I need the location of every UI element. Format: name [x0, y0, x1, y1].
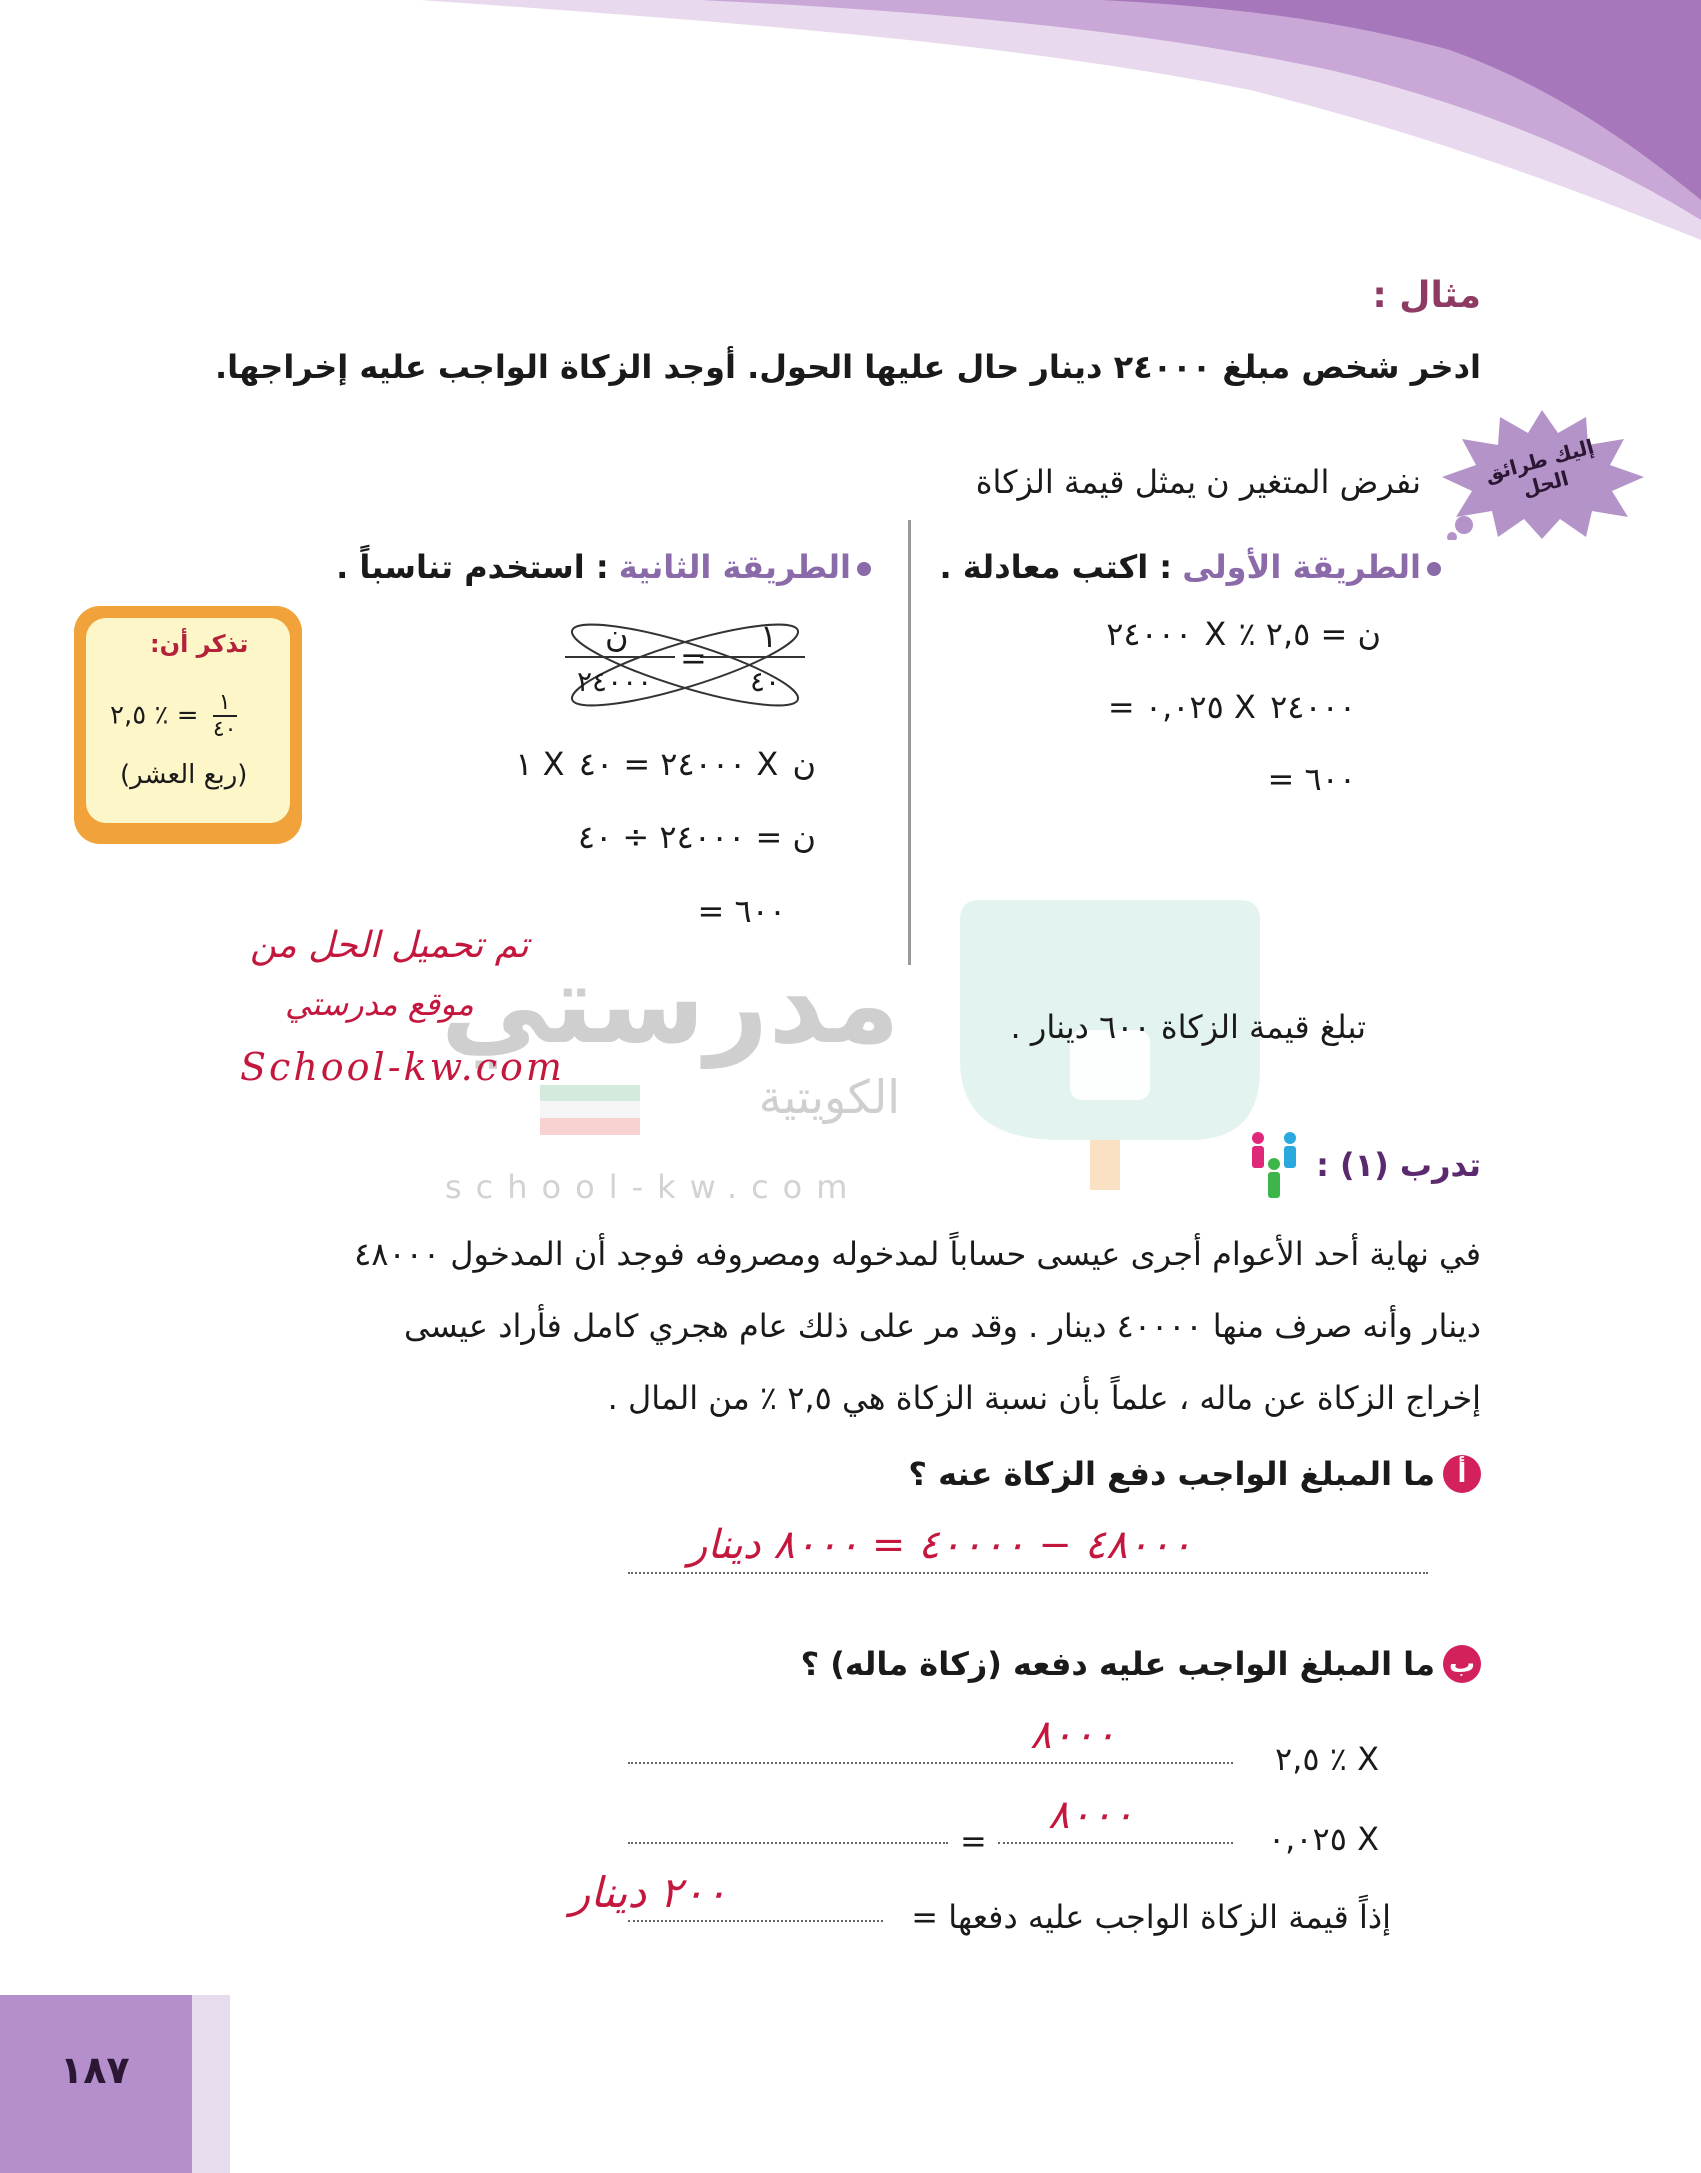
watermark-word2: الكويتية [758, 1070, 900, 1124]
watermark-url: school-kw.com [445, 1168, 862, 1206]
handwriting-line1: تم تحميل الحل من [250, 925, 529, 966]
question-a [908, 1455, 1481, 1493]
b-line1-answer: ٨٠٠٠ [1030, 1712, 1116, 1758]
result-text: تبلغ قيمة الزكاة ٦٠٠ دينار . [1010, 1008, 1366, 1046]
method2-step1: ١ X ٢٤٠٠٠ = ٤٠ X ن [515, 745, 816, 783]
example-heading: مثال : [1372, 275, 1481, 316]
question-a-text: ما المبلغ الواجب دفع الزكاة عنه ؟ [908, 1455, 1435, 1493]
method2-header [271, 545, 871, 590]
method1-title: الطريقة الأولى [1182, 548, 1421, 586]
method1-step2: = ٠,٠٢٥ X ٢٤٠٠٠ [1107, 688, 1356, 726]
method2-step3: = ٦٠٠ [697, 892, 786, 930]
answer-a-handwriting: ٤٨٠٠٠ − ٤٠٠٠٠ = ٨٠٠٠ دينار [688, 1522, 1192, 1568]
b-line2-answer: ٨٠٠٠ [1048, 1792, 1134, 1838]
method2-instruction: : استخدم تناسباً . [336, 548, 609, 586]
proportion-diagram [555, 605, 815, 725]
b-line2-eq: = [960, 1822, 989, 1860]
b-line1-prefix: ٢,٥ ٪ X [1275, 1740, 1381, 1778]
method2-step2: ن = ٢٤٠٠٠ ÷ ٤٠ [577, 818, 816, 856]
frac-left-num: ١ [760, 617, 778, 655]
frac-right-num: ن [605, 617, 629, 655]
b-line3-answer: ٢٠٠ دينار [570, 1868, 728, 1917]
exercise-line2: دينار وأنه صرف منها ٤٠٠٠٠ دينار . وقد مر على ذلك عام هجري كامل فأراد عيسى [404, 1307, 1481, 1345]
remember-fraction [213, 690, 237, 742]
frac-right-den: ٢٤٠٠٠ [577, 665, 653, 698]
method1-instruction: : اكتب معادلة . [939, 548, 1173, 586]
handwriting-line2: موقع مدرستي [285, 985, 474, 1023]
people-icon [1244, 1130, 1304, 1200]
remember-frac-den: ٤٠ [212, 717, 237, 742]
question-b [801, 1645, 1481, 1683]
b-line2-dots-left [628, 1842, 948, 1844]
method1-step1: ن = ٢,٥ ٪ X ٢٤٠٠٠ [1106, 615, 1381, 653]
method2-title: الطريقة الثانية [618, 548, 851, 586]
remember-lhs: ٢,٥ ٪ = [110, 700, 199, 731]
question-a-badge: أ [1443, 1455, 1481, 1493]
b-line3-prefix: إذاً قيمة الزكاة الواجب عليه دفعها = [911, 1898, 1391, 1936]
remember-equation [110, 690, 237, 742]
remember-note: (ربع العشر) [120, 760, 248, 790]
method1-header [841, 545, 1441, 590]
frac-equals: = [680, 639, 709, 677]
b-line2-prefix: ٠,٠٢٥ X [1267, 1820, 1381, 1858]
b-line1-dots [628, 1762, 1233, 1764]
frac-left-den: ٤٠ [750, 665, 781, 698]
watermark-word1: مدرستي [440, 940, 900, 1068]
question-b-badge: ب [1443, 1645, 1481, 1683]
remember-frac-num: ١ [213, 690, 237, 717]
answer-a-line [628, 1572, 1428, 1574]
page-number: ١٨٧ [60, 2048, 130, 2092]
exercise-line1: في نهاية أحد الأعوام أجرى عيسى حساباً لمدخوله ومصروفه فوجد أن المدخول ٤٨٠٠٠ [354, 1235, 1481, 1273]
bullet-icon [1427, 562, 1441, 576]
example-statement: ادخر شخص مبلغ ٢٤٠٠٠ دينار حال عليها الحول. أوجد الزكاة الواجب عليه إخراجها. [214, 348, 1481, 386]
remember-title: تذكر أن: [150, 630, 249, 658]
assume-text: نفرض المتغير ن يمثل قيمة الزكاة [975, 463, 1421, 501]
column-divider [908, 520, 911, 965]
question-b-text: ما المبلغ الواجب عليه دفعه (زكاة ماله) ؟ [800, 1645, 1435, 1683]
flag-icon [540, 1085, 640, 1135]
exercise-line3: إخراج الزكاة عن ماله ، علماً بأن نسبة الزكاة هي ٢,٥ ٪ من المال . [607, 1379, 1481, 1417]
b-line2-dots-right [998, 1842, 1233, 1844]
starburst-label: إليك طرائق الحل [1482, 434, 1597, 502]
method1-step3: = ٦٠٠ [1267, 760, 1356, 798]
handwriting-line3: School-kw.com [240, 1045, 565, 1089]
exercise-title: تدرب (١) : [1316, 1146, 1481, 1184]
header-banner [0, 0, 1701, 280]
b-line3-dots [628, 1920, 883, 1922]
bullet-icon [857, 562, 871, 576]
exercise-header [1244, 1130, 1481, 1200]
